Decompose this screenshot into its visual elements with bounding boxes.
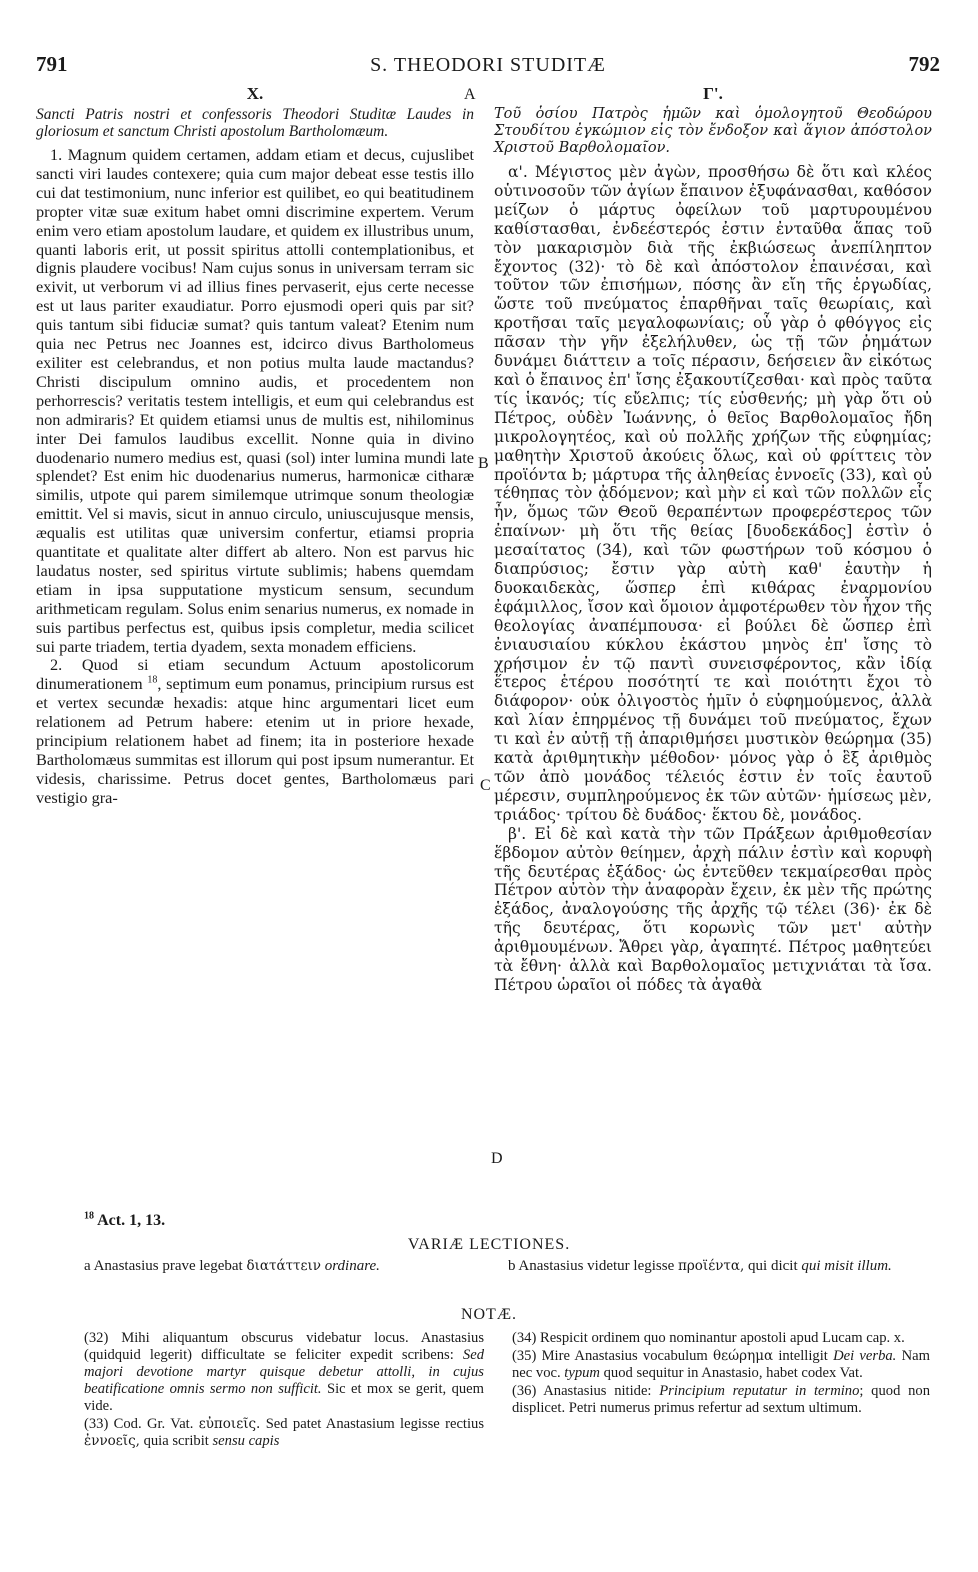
latin-heading: Sancti Patris nostri et confessoris Theodori Studitæ Laudes in gloriosum et sanctum Christi apostolum Bartholomæum.	[36, 106, 474, 140]
footnote-number: 18	[84, 1210, 94, 1222]
note-35-mid-2: Nam nec voc.	[512, 1348, 930, 1381]
running-header	[36, 52, 940, 82]
margin-letter-a: A	[464, 86, 476, 103]
note-35-end: quod sequitur in Anastasio, habet codex Vat.	[599, 1365, 863, 1381]
variant-a-italic: ordinare.	[324, 1258, 380, 1274]
variant-reading-b	[508, 1258, 928, 1275]
notae-title: NOTÆ.	[460, 1306, 518, 1323]
margin-letter-c: C	[480, 777, 491, 794]
latin-paragraph-1: 1. Magnum quidem certamen, addam etiam et decus, cujuslibet sancti viri laudes contexere; quia cum major debeat esse testis illo cui dat testimonium, nunc inferior est quilibet, eo qui beatitudinem propter vitæ suæ exitum habet omni discrimine expertem. Verum enim vero etiam apostolum laudare, et quidem ex illustribus unum, quanti laboris erit, ut possit spiritus attolli contemplationibus, et dignis plaudere vocibus! Nam cujus sonus in universam terram sic exivit, ut verborum vi ad illius fines pervaserit, ejus certe necesse est ut laus pariter exaudiatur. Porro ejusmodi operi quis par sit? quis tantum sibi fiduciæ sumat? quis tantum valeat? Etenim num quia nec Petrus nec Joannes est, idcirco divus Bartholomeus exiliter est celebrandus, et non potius multa laude mactandus? Christi discipulum omnino audis, et procedentem non perhorrescis? veritatis testem intelligis, et eum qui celebrandus est non admiraris? Et quidem etiamsi unus de multis est, nihilominus inter Dei famulos laudibus excellit. Nonne quia in divino duodenario numero medius est, quasi (sol) inter lumina mundi late splendet? Est enim hic duodenarius numerus, harmonicæ citharæ similis, utpote qui parem similemque utrimque sonum theologiæ emittit. Vel si mavis, sicut in annuo circulo, uniuscujusque mensis, æqualis est utilitas quæ universim confertur, etiamsi propria quantitate et qualitate alter differt ab altero. Non est parvus hic laudatus noster, sed spiritus virtute sublimis; habens quemdam etiam in ipsa supputatione mysticum sensum, secundum arithmeticam regulam. Solus enim senarius numerus, ex nomade in suis partibus perfectus est, quibus ipsis completur, media scilicet sui parte triadem, tertia dyadem, sexta monadem efficiens.	[36, 145, 474, 656]
greek-heading: Τοῦ ὁσίου Πατρὸς ἡμῶν καὶ ὁμολογητοῦ Θεοδώρου Στουδίτου ἐγκώμιον εἰς τὸν ἔνδοξον καὶ ἅγιον ἀπόστολον Χριστοῦ Βαρθολομαῖον.	[494, 106, 932, 156]
note-33-mid-2: quia scribit	[139, 1433, 213, 1449]
note-32-end: Sic et mox se gerit, quem vide.	[84, 1381, 484, 1414]
latin-section-number: X.	[246, 84, 264, 103]
footnote-ref: 18	[147, 674, 158, 686]
footnote-text: Act. 1, 13.	[97, 1212, 166, 1229]
note-35-italic-2: typum	[564, 1365, 600, 1381]
note-32-text: (32) Mihi aliquantum obscurus videbatur locus. Anastasius (quidquid legerit) difficultate se feliciter expedit scribens:	[84, 1330, 484, 1363]
note-36	[512, 1383, 930, 1417]
page-number-left: 791	[36, 52, 68, 76]
notes-left-column	[84, 1330, 484, 1451]
variant-reading-a	[84, 1258, 484, 1275]
latin-p2-rest: , septimum eum ponamus, principium rursus est et vertex secundæ hexadis: atque hinc argumentari licet eum relationem ad Petrum habere: etenim ut in priore hexade, principium relationem habet ad finem; ita in posteriore hexade Bartholomæus summitas est illorum qui post ipsum numerantur. Et videsis, charissime. Petrus docet gentes, Bartholomæus pari vestigio gra-	[36, 674, 474, 807]
latin-body	[36, 146, 474, 808]
note-35	[512, 1348, 930, 1382]
variant-b-mid: qui dicit	[744, 1258, 802, 1274]
variant-a-text: a Anastasius prave legebat	[84, 1258, 247, 1274]
margin-letter-d: D	[491, 1150, 503, 1167]
note-34: (34) Respicit ordinem quo nominantur apostoli apud Lucam cap. x.	[512, 1330, 905, 1346]
greek-paragraph-1: α'. Μέγιστος μὲν ἀγὼν, προσθήσω δὲ ὅτι καὶ κλέος οὑτινοσοῦν τῶν ἁγίων ἔπαινον ἐξυφάνασθαι, καθόσον μείζων ὁ μάρτυς ὀφείλων τοῦ μαρτυρουμένου καθίστασθαι, ἐνδεέστερός ἐστιν ἐνταῦθα ἅπας τοῦ τὸν μακαρισμὸν διὰ τῆς ἐκβιώσεως ἀνεπίληπτον ἔχοντος (32)· τὸ δὲ καὶ ἀπόστολον ἐπαινέσαι, καὶ τοῦτον τῶν ἐπισήμων, πόσης ἂν εἴη τῆς ἐργωδίας, ὥστε τοῦ πνεύματος ἐπαρθῆναι ταῖς θεωρίαις, καὶ κροτῆσαι ταῖς μεγαλοφωνίαις; οὗ γὰρ ὁ φθόγγος εἰς πᾶσαν τὴν γῆν ἐξελήλυθεν, ὡς τῇ τῶν ῥημάτων δυνάμει διάττειν a τοῖς πέρασιν, δεήσειεν ἂν εἰκότως καὶ ὁ ἔπαινος ἐπ' ἴσης ἐξακουτίζεσθαι· καὶ πρὸς ταῦτα τίς ἱκανός; τίς εὔελπις; τίς εὐσθενής; μὴ γὰρ ὅτι οὐ Πέτρος, οὐδὲν Ἰωάννης, ὁ θεῖος Βαρθολομαῖος ἤδη μικρολογητέος, καὶ οὐ πολλῆς χρήζων τῆς εὐφημίας; μαθητὴν Χριστοῦ ἀκούεις ὅλως, καὶ οὐ φρίττεις τὸν προϊόντα b; μάρτυρα τῆς ἀληθείας ἐννοεῖς (33), καὶ οὐ τέθηπας τὸν ᾀδόμενον; καὶ μὴν εἰ καὶ τῶν πολλῶν εἷς ἦν, ὅμως τῶν Θεοῦ θεραπέντων προφερέστερος τῶν ἐπαίνων· μὴ ὅτι τῆς θείας [δυοδεκάδος] ἐστὶν ὁ μεσαίτατος (34), καὶ τῶν φωστήρων τοῦ κόσμου ὁ διαπρύσιος; ἔστιν γὰρ αὐτὴ καθ' ἑαυτὴν ἡ δυοκαιδεκὰς, ὥσπερ ἐπὶ κιθάρας ἐναρμονίου ἐφάμιλλος, ἴσον καὶ ὅμοιον ἀμφοτέρωθεν τὸν ἦχον τῆς θεολογίας ἀναπέμπουσα· εἰ βούλει δὲ ὥσπερ ἐπὶ ἐνιαυσιαίου κύκλου ἑκάστου μηνὸς ἐπ' ἴσης τὸ χρήσιμον ἐν τῷ παντὶ συνεισφέροντος, κἂν ἰδίᾳ ἕτερος ἑτέρου ποσότητί τε καὶ ποιότητι ἔχοι τὸ διάφορον· οὐκ ὀλιγοστὸς ἡμῖν ὁ εὐφημούμενος, ἀλλὰ καὶ λίαν ἐπηρμένος τῇ δυνάμει τοῦ πνεύματος, ἔχων τι καὶ ἐν αὐτῇ τῇ ἀπαριθμήσει μυστικὸν θεώρημα (35) κατὰ ἀριθμητικὴν μέθοδον· μόνος γὰρ ὁ ἓξ ἀριθμὸς τῶν ἀπὸ μονάδος τέλειός ἐστιν ἐν τοῖς ἑαυτοῦ μέρεσιν, συμπληρούμενος ἐκ τῶν αὐτῶν· ἡμίσεως μὲν, τριάδος· τρίτου δὲ δυάδος· ἕκτου δὲ, μονάδος.	[494, 163, 932, 824]
note-33-mid: Sed patet Anastasium legisse rectius	[260, 1416, 485, 1432]
greek-paragraph-2: β'. Εἰ δὲ καὶ κατὰ τὴν τῶν Πράξεων ἀριθμοθεσίαν ἕβδομον αὐτὸν θείημεν, ἀρχὴ πάλιν ἐστὶν καὶ κορυφὴ τῆς δευτέρας ἑξάδος· ὡς ἐντεῦθεν τεκμαίρεσθαι πρὸς Πέτρον αὐτὸν τὴν ἀναφορὰν ἔχειν, ἐκ μὲν τῆς πρώτης ἑξάδος, ἀναλογούσης τῆς ἀρχῆς τῷ τέλει (36)· ἐκ δὲ τῆς δευτέρας, ὅτι κορωνὶς τῶν μετ' αὐτὴν ἀριθμουμένων. Ἄθρει γὰρ, ἀγαπητέ. Πέτρος μαθητεύει τὰ ἔθνη· ἀλλὰ καὶ Βαρθολομαῖος μετιχνιάται τὰ ἴσα. Πέτρου ὡραῖοι οἱ πόδες τὰ ἀγαθὰ	[494, 824, 932, 994]
note-36-text: (36) Anastasius nitide:	[512, 1383, 660, 1399]
note-33-italic: sensu capis	[212, 1433, 280, 1449]
note-35-mid: intelligit	[773, 1348, 834, 1364]
greek-section-number: Γ'.	[703, 84, 723, 103]
note-35-text: (35) Mire Anastasius vocabulum	[512, 1348, 714, 1364]
running-title: S. THEODORI STUDITÆ	[370, 54, 606, 76]
latin-paragraph-2	[36, 656, 474, 807]
note-33-greek: εὐποιεῖς.	[198, 1416, 261, 1432]
note-33	[84, 1416, 484, 1450]
greek-column	[494, 84, 932, 995]
variae-lectiones-title: VARIÆ LECTIONES.	[407, 1236, 571, 1253]
note-35-greek: θεώρημα	[713, 1348, 774, 1364]
note-33-text: (33) Cod. Gr. Vat.	[84, 1416, 199, 1432]
latin-p2-start: 2. Quod si etiam secundum Actuum apostolicorum dinumerationem	[36, 655, 474, 694]
footnote	[84, 1212, 165, 1230]
variant-a-greek: διατάττειν	[246, 1258, 322, 1274]
note-33-greek-2: ἐννοεῖς,	[84, 1433, 140, 1449]
greek-body	[494, 163, 932, 995]
notes-right-column	[512, 1330, 930, 1418]
latin-column	[36, 84, 474, 808]
variant-b-greek: προϊέντα,	[677, 1258, 745, 1274]
note-32	[84, 1330, 484, 1415]
variant-b-text: b Anastasius videtur legisse	[508, 1258, 678, 1274]
note-36-italic: Principium reputatur in termino	[659, 1383, 860, 1399]
margin-letter-b: B	[478, 455, 489, 472]
note-36-end: ; quod non displicet. Petri numerus primus refertur ad sextum ultimum.	[512, 1383, 930, 1416]
page-number-right: 792	[908, 52, 940, 76]
note-35-italic: Dei verba.	[833, 1348, 897, 1364]
variant-b-italic: qui misit illum.	[801, 1258, 892, 1274]
note-32-italic: Sed majori devotione martyr quisque debetur attolli, in cujus beatificatione omnis sermo non sufficit.	[84, 1347, 484, 1397]
